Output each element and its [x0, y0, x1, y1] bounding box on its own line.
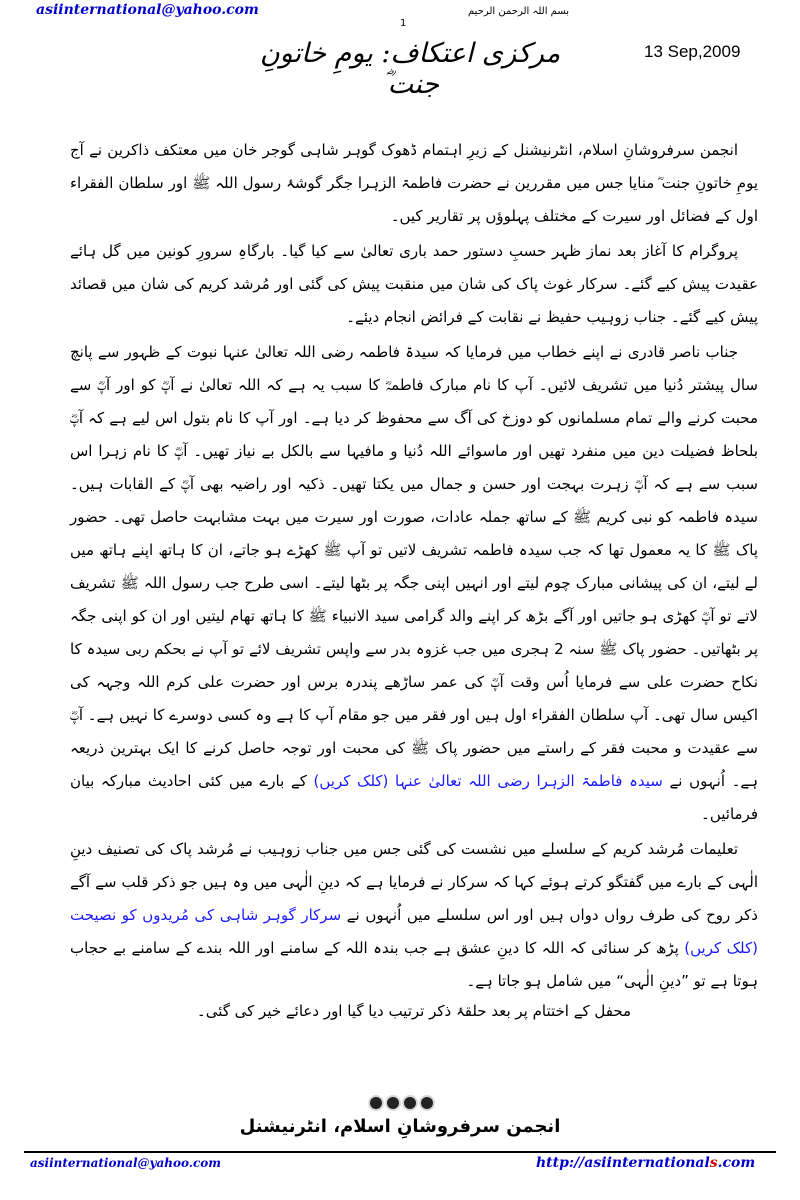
footer-url-accent: s [709, 1155, 718, 1171]
footer-url-suffix: .com [717, 1155, 756, 1171]
bismillah: بسم اللہ الرحمن الرحیم [468, 6, 570, 17]
footer-website-link[interactable] [536, 1155, 755, 1171]
page-number: 1 [400, 18, 407, 29]
ornament-divider [370, 1097, 433, 1109]
organization-name: انجمن سرفروشانِ اسلام، انٹرنیشنل [239, 1116, 561, 1137]
article-date: 13 Sep,2009 [644, 42, 741, 61]
star-ornament-icon [370, 1097, 382, 1109]
article-title: مرکزی اعتکاف: یومِ خاتونِ جنت ؓ [259, 38, 561, 100]
paragraph-intro: انجمن سرفروشانِ اسلام، انٹرنیشنل کے زیرِ اہتمام ڈھوک گوہر شاہی گوجر خان میں معتکف ذاکرین نے آج یومِ خاتونِ جنت ؓ منایا جس میں مقررین نے حضرت فاطمۃ الزہرا جگر گوشۂ رسول اللہ ﷺ اور سلطان الفقراء اول کے فضائل اور سیرت کے مختلف پہلوؤں پر تقاریر کیں۔ [70, 141, 758, 225]
paragraph-speech-text: جناب ناصر قادری نے اپنے خطاب میں فرمایا کہ سیدۃ فاطمہ رضی اللہ تعالیٰ عنہا نبوت کے ظہور سے پانچ سال پیشتر دُنیا میں تشریف لائیں۔ آپ کا نام مبارک فاطمہؓ کا سبب یہ ہے کہ اللہ تعالیٰ نے آپؓ کو اور آپؓ سے محبت کرنے والے تمام مسلمانوں کو دوزخ کی آگ سے محفوظ کر دیا ہے۔ اور آپ کا نام بتول اس لیے ہے کہ آپؓ بلحاظ فضیلت دین میں منفرد تھیں اور ماسوائے اللہ دُنیا و مافیہا سے بالکل بے نیاز تھیں۔ آپؓ کا نام زہرا اس سبب سے ہے کہ آپؓ زہرت بہجت اور حسن و جمال میں یکتا تھیں۔ ذکیہ اور راضیہ بھی آپؓ کے القابات ہیں۔ سیدہ فاطمہ کو نبی کریم ﷺ کے ساتھ جملہ عادات، صورت اور سیرت میں بہت مشابہت حاصل تھی۔ حضور پاک ﷺ کا یہ معمول تھا کہ جب سیدہ فاطمہ تشریف لاتیں تو آپ ﷺ کھڑے ہو جاتے، ان کا ہاتھ اپنے ہاتھ میں لے لیتے، ان کی پیشانی مبارک چوم لیتے اور انہیں اپنی جگہ پر بٹھا لیتے۔ اسی طرح جب رسول اللہ ﷺ تشریف لاتے تو آپؓ کھڑی ہو جاتیں اور آگے بڑھ کر اپنے والد گرامی سید الانبیاء ﷺ کا ہاتھ تھام لیتیں اور ان کو اپنی جگہ پر بٹھاتیں۔ حضور پاک ﷺ سنہ 2 ہجری میں جب غزوہ بدر سے واپس تشریف لائے تو آپ نے بحکم ربی سیدہ کا نکاح حضرت علی سے فرمایا اُس وقت آپؓ کی عمر ساڑھے پندرہ برس اور حضرت علی کرم اللہ وجہہ کی اکیس سال تھی۔ آپ سلطان الفقراء اول ہیں اور فقر میں جو مقام آپ کا ہے وہ کسی دوسرے کا نہیں ہے۔ آپؓ سے عقیدت و محبت فقر کے راستے میں حضور پاک ﷺ کی محبت اور توجہ حاصل کرنے کا ایک بہترین ذریعہ ہے۔ اُنہوں نے [70, 343, 759, 790]
footer-email[interactable]: asiinternational@yahoo.com [30, 1156, 221, 1170]
header-email[interactable]: asiinternational@yahoo.com [36, 2, 259, 18]
closing-line: محفل کے اختتام پر بعد حلقۂ ذکر ترتیب دیا گیا اور دعائے خیر کی گئی۔ [196, 1002, 632, 1020]
gohar-shahi-advice-link[interactable]: سرکار گوہر شاہی کی مُریدوں کو نصیحت (کلک کریں) [70, 906, 759, 957]
footer-divider [24, 1151, 776, 1153]
paragraph-program: پروگرام کا آغاز بعد نماز ظہر حسبِ دستور حمد باری تعالیٰ سے کیا گیا۔ بارگاہِ سرورِ کونین میں گل ہائے عقیدت پیش کیے گئے۔ سرکار غوث پاک کی شان میں منقبت پیش کی گئی اور مُرشد کریم کی شان میں قصائد پیش کیے گئے۔ جناب زوہیب حفیظ نے نقابت کے فرائض انجام دیئے۔ [70, 242, 758, 326]
paragraph-teachings [70, 833, 758, 998]
paragraph-teachings-text: تعلیمات مُرشد کریم کے سلسلے میں نشست کی گئی جس میں جناب زوہیب نے مُرشد پاک کی تصنیف دینِ الٰہی کے بارے میں گفتگو کرتے ہوئے کہا کہ سرکار نے فرمایا ہے کہ دینِ الٰہی میں وہ ہیں جو ذکر قلب سے آگے ذکر روح کی طرف رواں دواں ہیں اور اس سلسلے میں اُنہوں نے [70, 840, 758, 924]
paragraph-teachings-text-end: پڑھ کر سنائی کہ اللہ کا دینِ عشق ہے جب بندہ اللہ کے سامنے اور اللہ بندے کے سامنے بے حجاب ہوتا ہے تو ”دینِ الٰہی“ میں شامل ہو جاتا ہے۔ [70, 939, 758, 990]
star-ornament-icon [421, 1097, 433, 1109]
star-ornament-icon [404, 1097, 416, 1109]
article-body [70, 134, 758, 1039]
paragraph-speech-text-end: کے بارے میں کئی احادیث مبارکہ بیان فرمائیں۔ [70, 772, 758, 823]
fatima-zahra-link[interactable]: سیدہ فاطمۃ الزہرا رضی اللہ تعالیٰ عنہا (کلک کریں) [313, 772, 663, 790]
footer-url-prefix: http://asiinternational [536, 1155, 710, 1171]
star-ornament-icon [387, 1097, 399, 1109]
paragraph-speech [70, 336, 758, 831]
